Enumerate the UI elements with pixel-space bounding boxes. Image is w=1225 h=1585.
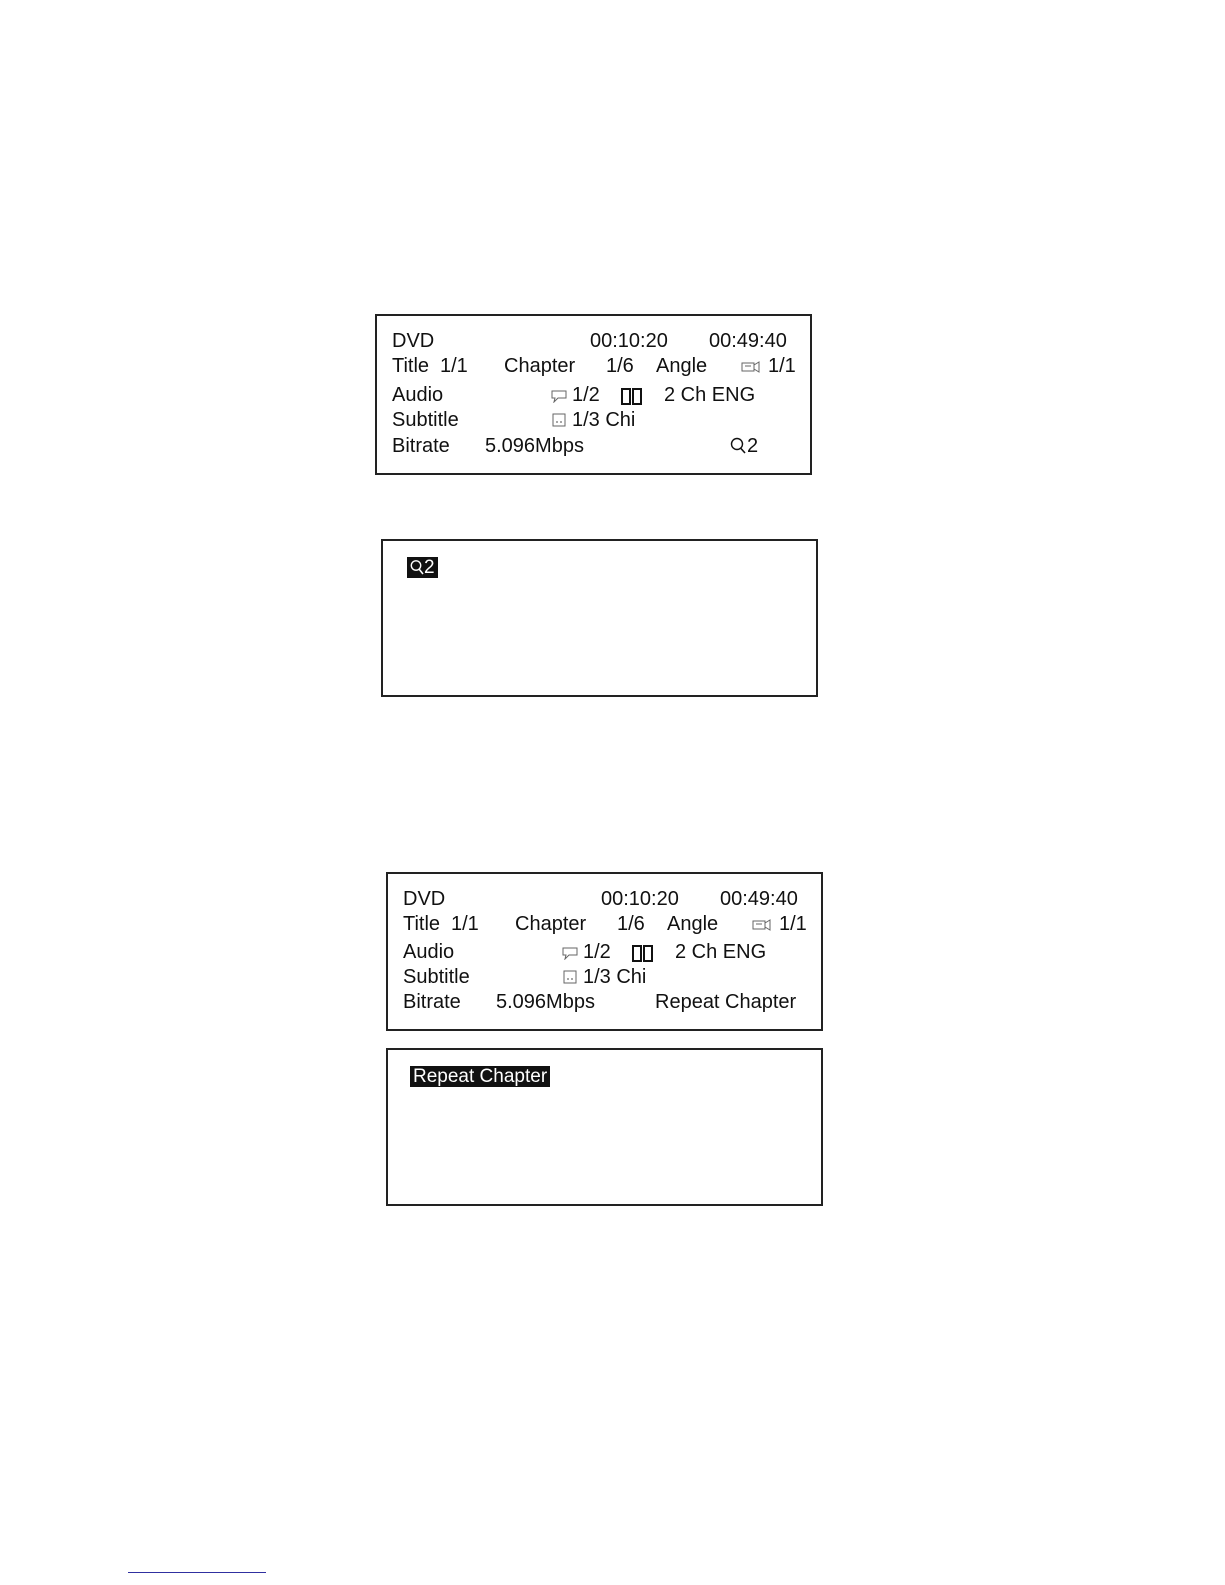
- angle-label: Angle: [656, 355, 708, 377]
- chapter-value: 1/6: [606, 355, 634, 377]
- speech-bubble-icon: [551, 390, 568, 403]
- subtitle-icon: [563, 970, 577, 984]
- chapter-label: Chapter: [515, 913, 587, 935]
- disc-type: DVD: [403, 888, 446, 910]
- speech-bubble-icon: [562, 947, 579, 960]
- total-time: 00:49:40: [709, 330, 787, 352]
- title-value: 1/1: [451, 913, 479, 935]
- title-label: Title: [403, 913, 441, 935]
- chapter-label: Chapter: [504, 355, 576, 377]
- zoom-overlay-level: 2: [424, 557, 435, 578]
- subtitle-value: 1/3 Chi: [583, 966, 647, 988]
- osd-info-panel-repeat: [386, 872, 823, 1031]
- bitrate-label: Bitrate: [392, 435, 450, 457]
- repeat-status: Repeat Chapter: [655, 991, 797, 1013]
- title-label: Title: [392, 355, 430, 377]
- bitrate-value: 5.096Mbps: [496, 991, 595, 1013]
- camera-icon: [741, 361, 761, 373]
- zoom-highlight: [407, 557, 438, 578]
- magnifier-icon: [410, 559, 424, 576]
- osd-info-panel-zoom: [375, 314, 812, 475]
- angle-label: Angle: [667, 913, 719, 935]
- repeat-highlight: Repeat Chapter: [410, 1066, 550, 1087]
- footer-rule: [128, 1572, 266, 1573]
- subtitle-label: Subtitle: [392, 409, 459, 431]
- audio-format: 2 Ch ENG: [664, 384, 756, 406]
- audio-format: 2 Ch ENG: [675, 941, 767, 963]
- angle-value: 1/1: [768, 355, 796, 377]
- dolby-icon: [632, 945, 653, 962]
- disc-type: DVD: [392, 330, 435, 352]
- magnifier-icon: [730, 437, 746, 455]
- audio-label: Audio: [403, 941, 455, 963]
- subtitle-label: Subtitle: [403, 966, 470, 988]
- audio-label: Audio: [392, 384, 444, 406]
- camera-icon: [752, 919, 772, 931]
- audio-value: 1/2: [572, 384, 600, 406]
- zoom-overlay-panel: [381, 539, 818, 697]
- angle-value: 1/1: [779, 913, 807, 935]
- title-value: 1/1: [440, 355, 468, 377]
- elapsed-time: 00:10:20: [601, 888, 679, 910]
- subtitle-value: 1/3 Chi: [572, 409, 636, 431]
- bitrate-value: 5.096Mbps: [485, 435, 584, 457]
- bitrate-label: Bitrate: [403, 991, 461, 1013]
- audio-value: 1/2: [583, 941, 611, 963]
- total-time: 00:49:40: [720, 888, 798, 910]
- repeat-overlay-panel: [386, 1048, 823, 1206]
- zoom-status: 2: [747, 435, 759, 457]
- chapter-value: 1/6: [617, 913, 645, 935]
- elapsed-time: 00:10:20: [590, 330, 668, 352]
- dolby-icon: [621, 388, 642, 405]
- subtitle-icon: [552, 413, 566, 427]
